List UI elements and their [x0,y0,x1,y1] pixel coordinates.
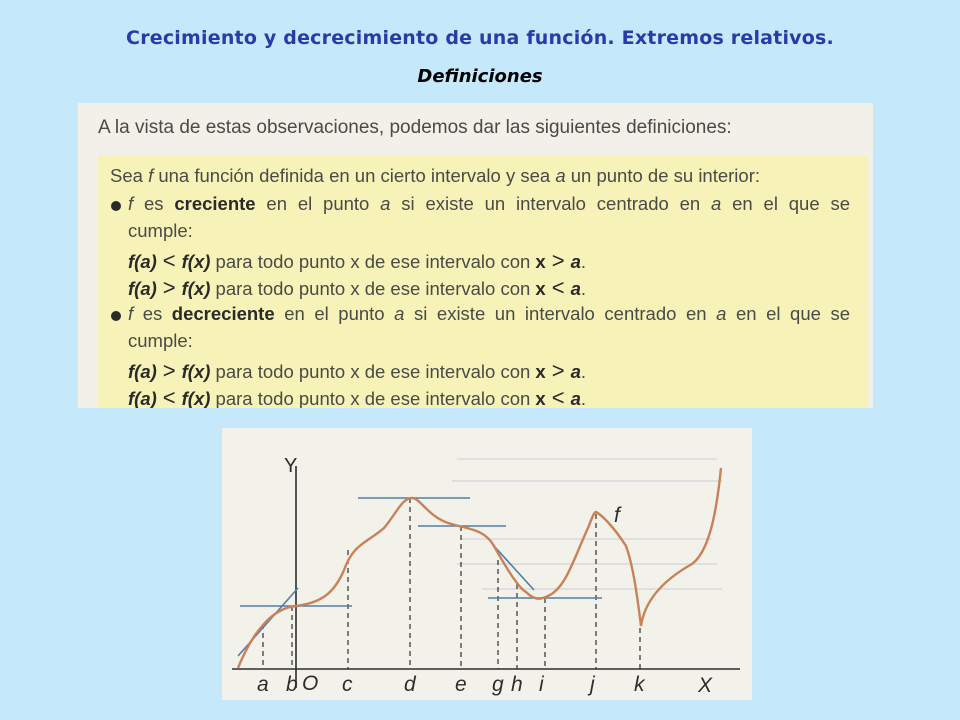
definition-creciente: f es creciente en el punto a si existe un intervalo centrado en a en el que se [128,193,850,214]
function-graph [222,428,752,700]
definition-creciente-cont: cumple: [128,220,193,241]
graph-svg [222,428,752,700]
point-label-c: c [342,673,353,696]
tangent-h [494,546,534,590]
point-label-e: e [455,673,467,696]
scan-intro: A la vista de estas observaciones, podemos dar las siguientes definiciones: [98,117,732,138]
point-label-b: b [286,673,298,696]
point-label-d: d [404,673,416,696]
definition-box [98,155,868,408]
point-label-k: k [634,673,645,696]
condition-creciente-2: f(a) > f(x) para todo punto x de ese intervalo con x < a. [128,275,587,300]
slide-subtitle: Definiciones [417,66,543,87]
point-label-g: g [492,673,504,696]
definitions-scan [78,103,873,408]
definition-lead: Sea f una función definida en un cierto intervalo y sea a un punto de su interior: [110,165,761,186]
condition-creciente-1: f(a) < f(x) para todo punto x de ese intervalo con x > a. [128,248,587,273]
point-label-i: i [539,673,544,696]
condition-decreciente-2: f(a) < f(x) para todo punto x de ese intervalo con x < a. [128,385,587,408]
function-curve [238,468,721,668]
slide-title: Crecimiento y decrecimiento de una función. Extremos relativos. [126,27,834,49]
point-label-h: h [511,673,523,696]
bullet-icon [111,201,121,211]
tangent-a [238,588,298,656]
function-label: f [614,504,620,527]
point-label-j: j [590,673,595,696]
x-axis-label: X [698,674,713,697]
point-label-a: a [257,673,269,696]
bullet-icon [111,311,121,321]
definition-decreciente: f es decreciente en el punto a si existe un intervalo centrado en a en el que se [128,303,850,324]
definition-decreciente-cont: cumple: [128,330,193,351]
tangent-lines [238,498,602,656]
origin-label: O [302,672,319,695]
condition-decreciente-1: f(a) > f(x) para todo punto x de ese intervalo con x > a. [128,358,587,383]
y-axis-label: Y [284,455,298,477]
